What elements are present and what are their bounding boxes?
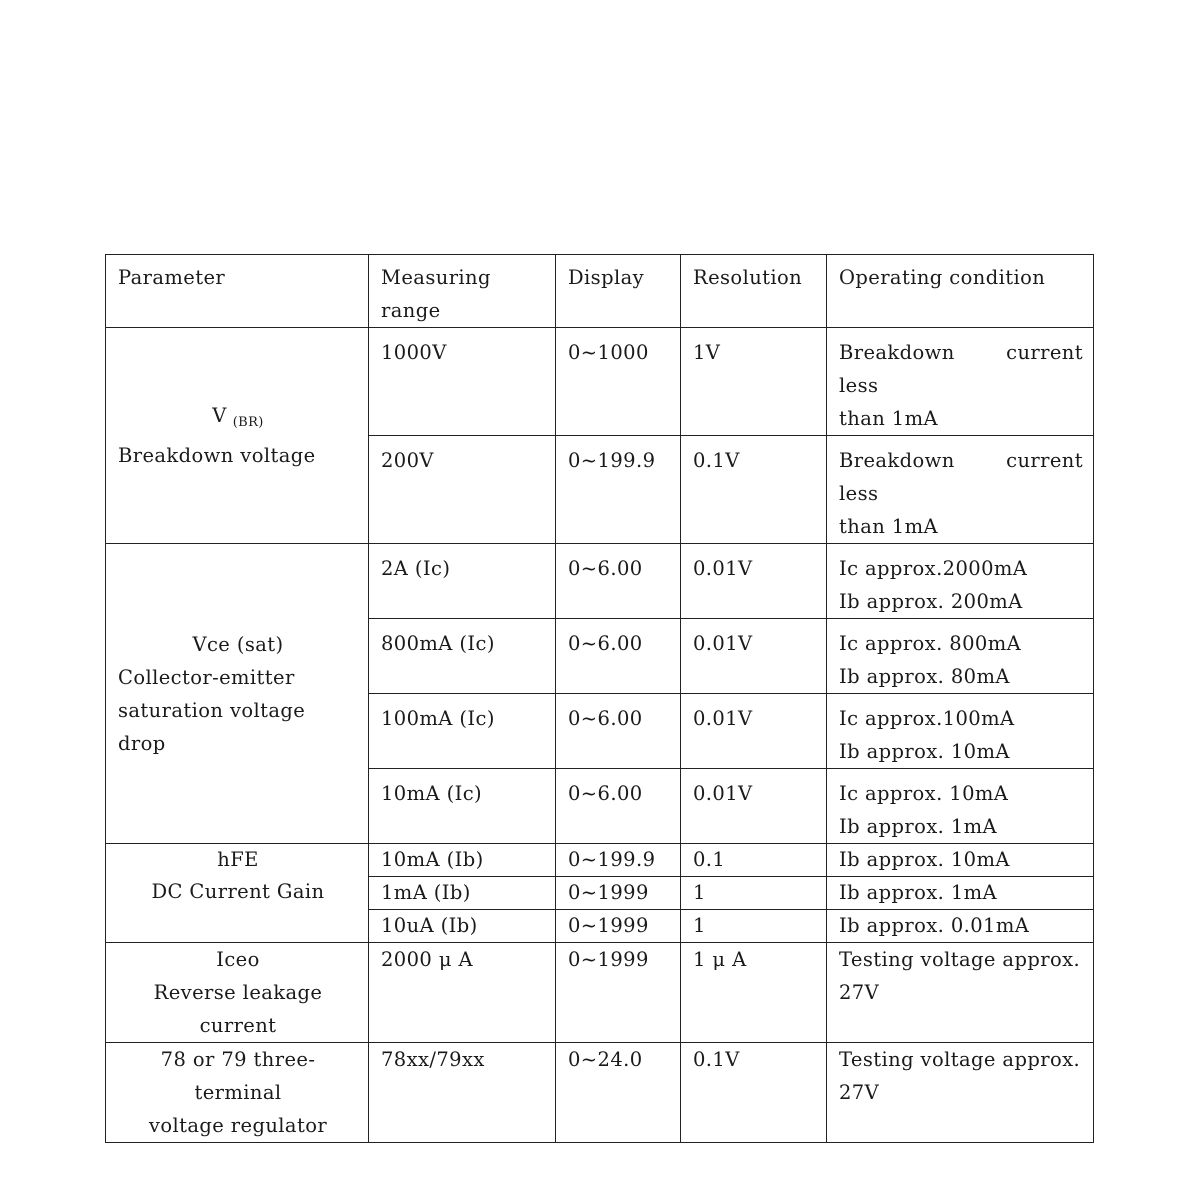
display-cell: 0~6.00 — [556, 769, 681, 844]
vbr-symbol: V — [212, 404, 227, 427]
header-row — [106, 255, 1094, 328]
header-operating-condition: Operating condition — [827, 255, 1094, 328]
resolution-cell: 1V — [681, 328, 827, 436]
condition-cell: Ib approx. 0.01mA — [827, 910, 1094, 943]
range-cell: 2000 μ A — [369, 943, 556, 1043]
condition-cell: Ib approx. 10mA — [827, 844, 1094, 877]
resolution-cell: 0.1 — [681, 844, 827, 877]
display-cell: 0~199.9 — [556, 436, 681, 544]
vbr-subscript: (BR) — [232, 415, 264, 430]
range-cell: 10mA (Ib) — [369, 844, 556, 877]
condition-cell: Testing voltage approx. 27V — [827, 943, 1094, 1043]
header-display: Display — [556, 255, 681, 328]
header-measuring-range: Measuring range — [369, 255, 556, 328]
display-cell: 0~1999 — [556, 910, 681, 943]
range-cell: 1000V — [369, 328, 556, 436]
resolution-cell: 1 — [681, 910, 827, 943]
vbr-description: Breakdown voltage — [118, 444, 316, 467]
resolution-cell: 0.01V — [681, 544, 827, 619]
condition-cell: Ic approx.100mA Ib approx. 10mA — [827, 694, 1094, 769]
range-cell: 10mA (Ic) — [369, 769, 556, 844]
param-iceo: Iceo Reverse leakage current — [106, 943, 369, 1043]
range-cell: 10uA (Ib) — [369, 910, 556, 943]
condition-cell: Testing voltage approx. 27V — [827, 1043, 1094, 1143]
header-parameter: Parameter — [106, 255, 369, 328]
condition-cell: Breakdown current less than 1mA — [827, 328, 1094, 436]
resolution-cell: 0.01V — [681, 694, 827, 769]
table-row — [106, 328, 1094, 436]
param-hfe: hFE DC Current Gain — [106, 844, 369, 943]
table-row — [106, 943, 1094, 1043]
param-voltage-regulator: 78 or 79 three-terminal voltage regulator — [106, 1043, 369, 1143]
table-row — [106, 1043, 1094, 1143]
range-cell: 78xx/79xx — [369, 1043, 556, 1143]
range-cell: 2A (Ic) — [369, 544, 556, 619]
display-cell: 0~6.00 — [556, 694, 681, 769]
param-vce-sat: Vce (sat) Collector-emitter saturation voltage drop — [106, 544, 369, 844]
param-vbr — [106, 328, 369, 544]
resolution-cell: 0.1V — [681, 1043, 827, 1143]
resolution-cell: 0.1V — [681, 436, 827, 544]
table-row — [106, 544, 1094, 619]
display-cell: 0~6.00 — [556, 619, 681, 694]
display-cell: 0~6.00 — [556, 544, 681, 619]
display-cell: 0~24.0 — [556, 1043, 681, 1143]
condition-cell: Ic approx.2000mA Ib approx. 200mA — [827, 544, 1094, 619]
condition-cell: Ic approx. 800mA Ib approx. 80mA — [827, 619, 1094, 694]
resolution-cell: 0.01V — [681, 619, 827, 694]
table-row — [106, 844, 1094, 877]
display-cell: 0~1999 — [556, 943, 681, 1043]
condition-cell: Ib approx. 1mA — [827, 877, 1094, 910]
range-cell: 800mA (Ic) — [369, 619, 556, 694]
range-cell: 1mA (Ib) — [369, 877, 556, 910]
range-cell: 100mA (Ic) — [369, 694, 556, 769]
condition-cell: Breakdown current less than 1mA — [827, 436, 1094, 544]
display-cell: 0~1999 — [556, 877, 681, 910]
range-cell: 200V — [369, 436, 556, 544]
display-cell: 0~1000 — [556, 328, 681, 436]
display-cell: 0~199.9 — [556, 844, 681, 877]
spec-table — [105, 254, 1094, 1143]
header-resolution: Resolution — [681, 255, 827, 328]
resolution-cell: 1 μ A — [681, 943, 827, 1043]
condition-cell: Ic approx. 10mA Ib approx. 1mA — [827, 769, 1094, 844]
resolution-cell: 1 — [681, 877, 827, 910]
resolution-cell: 0.01V — [681, 769, 827, 844]
